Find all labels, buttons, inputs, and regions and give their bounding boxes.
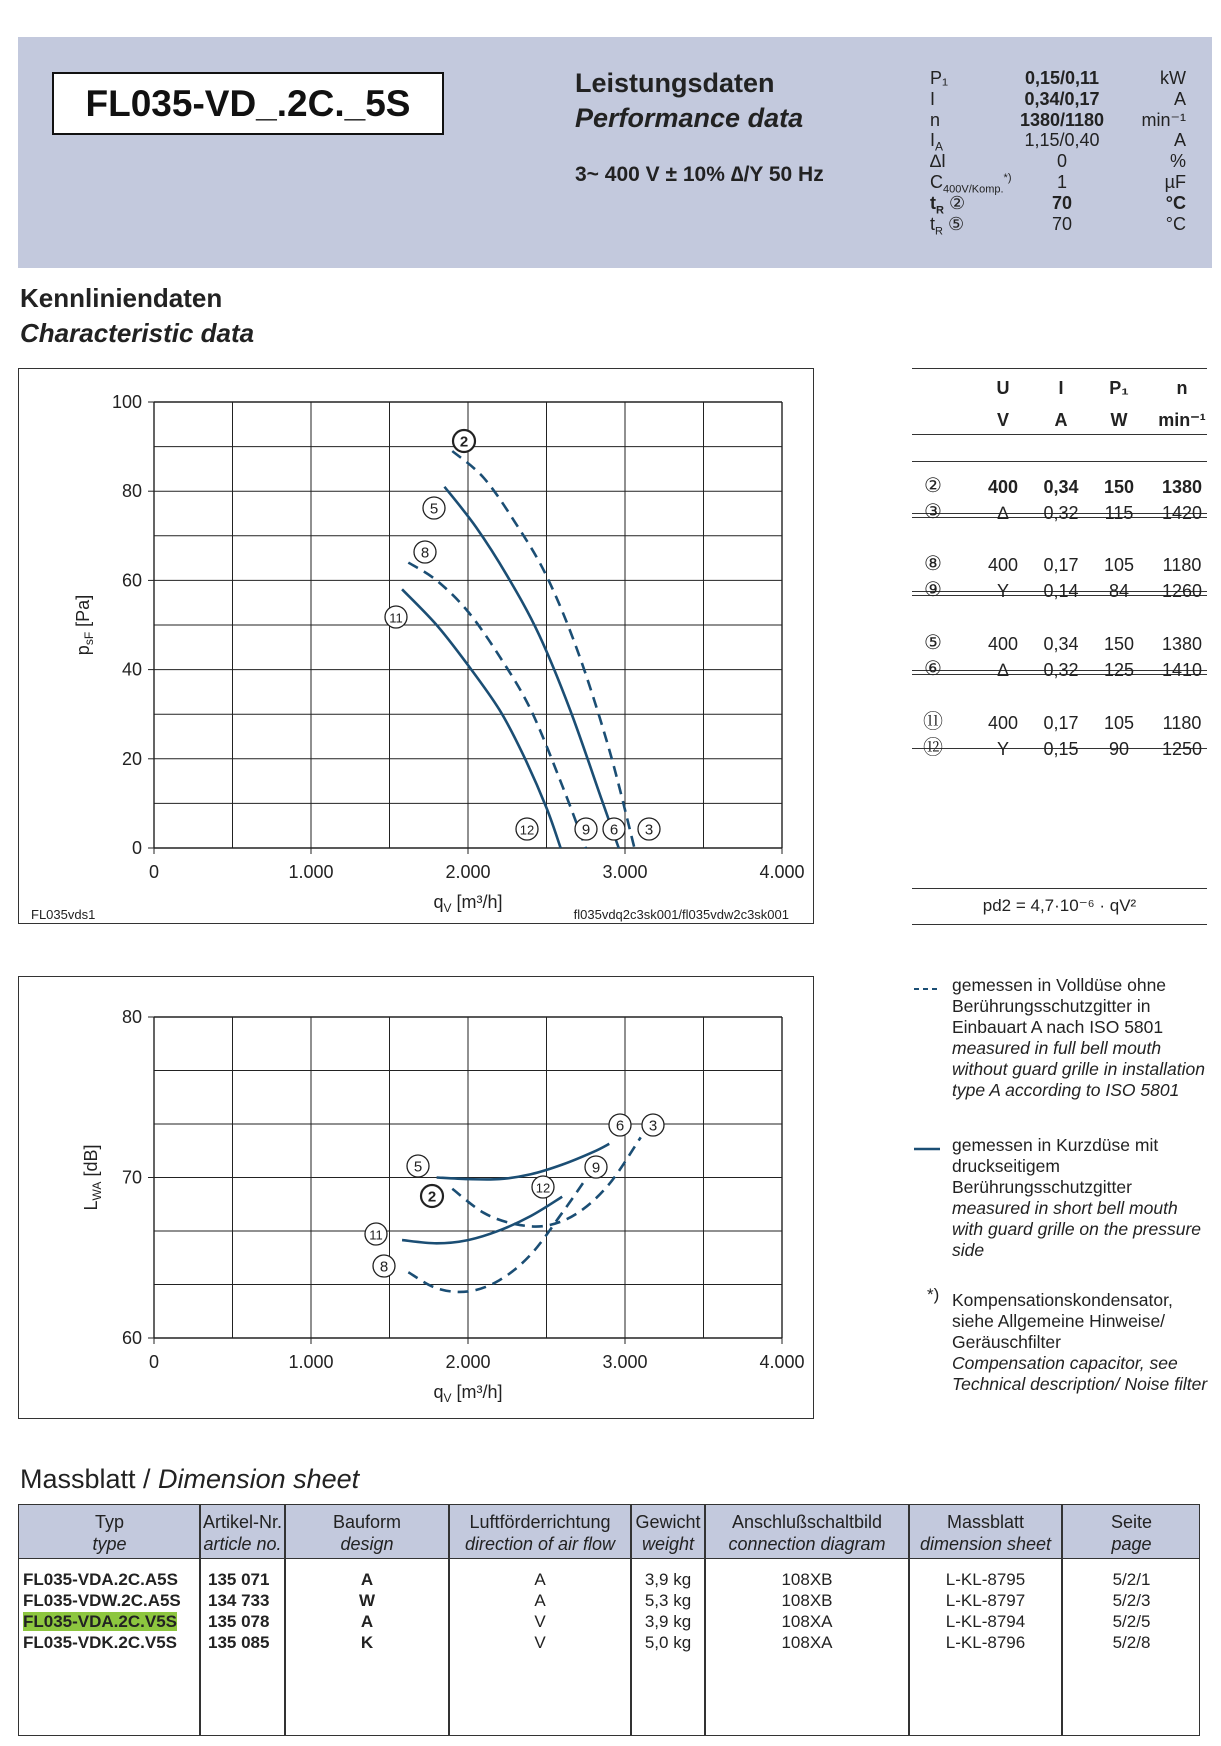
dim-cell-mass: L-KL-8796: [945, 1633, 1026, 1652]
operating-point-label: ⑫: [923, 737, 943, 759]
table-cell: 1420: [1161, 503, 1203, 523]
dim-header-cell: [285, 1511, 449, 1555]
spec-row: [930, 192, 1186, 217]
curve-marker-label: 6: [609, 821, 619, 839]
table-cell: 0,17: [1043, 713, 1079, 733]
curve-marker-label: 2: [427, 1188, 437, 1206]
x-tick-label: 2.000: [445, 1352, 491, 1372]
spec-row: [930, 213, 1186, 238]
spec-value: 1: [1056, 172, 1067, 192]
table-cell: 1410: [1161, 660, 1203, 680]
x-axis-label: $q_V$ [m³/h]: [433, 892, 503, 915]
dim-cell-ans: 108XB: [781, 1591, 833, 1610]
dim-cell-seite: 5/2/5: [1112, 1612, 1151, 1631]
spec-symbol: I: [930, 88, 936, 109]
table-cell: 105: [1103, 555, 1135, 575]
y-tick-label: 60: [121, 570, 142, 591]
curve-marker: [453, 430, 475, 452]
dimension-table: [18, 1504, 1200, 1736]
spec-symbol: P₁: [930, 68, 949, 88]
dim-header-en: weight: [641, 1534, 695, 1554]
curve-marker-label: 2: [459, 433, 469, 451]
x-axis-label: $q_V$ [m³/h]: [433, 1382, 503, 1405]
dim-cell-luft: V: [534, 1612, 546, 1631]
dimension-title: [20, 1464, 359, 1495]
table-col-rule: [199, 1505, 201, 1735]
table-cell: 0,17: [1043, 555, 1079, 575]
table-cell: 84: [1108, 581, 1130, 601]
table-cell: 400: [987, 555, 1019, 575]
dim-type-text: FL035-VDA.2C.A5S: [23, 1570, 178, 1589]
spec-value: 0,34/0,17: [1024, 88, 1100, 109]
legend-dashed-de: gemessen in Volldüse ohne Berührungsschutzgitter in Einbauart A nach ISO 5801: [952, 975, 1167, 1037]
dim-header-cell: [200, 1511, 285, 1555]
curve-marker: [638, 818, 660, 840]
curve-marker: [373, 1255, 395, 1277]
curve-marker: [414, 541, 436, 563]
dim-cell-gew: 3,9 kg: [644, 1612, 692, 1631]
table-cell: 125: [1103, 660, 1135, 680]
dim-cell-art: 135 085: [208, 1633, 270, 1652]
x-tick-label: 1.000: [288, 862, 334, 882]
dim-header-en: type: [92, 1534, 127, 1554]
curve-marker: [421, 1185, 443, 1207]
table-cell: ∆: [997, 503, 1009, 523]
x-tick-label: 1.000: [288, 1352, 334, 1372]
table-cell: 105: [1103, 713, 1135, 733]
table-cell: 400: [987, 713, 1019, 733]
dim-header-en: direction of air flow: [464, 1534, 616, 1554]
y-axis-label: $p_{sF}$ [Pa]: [73, 594, 96, 656]
dim-cell-art: 134 733: [208, 1591, 270, 1610]
x-tick-label: 0: [148, 1352, 160, 1372]
dim-cell-bau: K: [360, 1633, 374, 1652]
dim-header-de: Luftförderrichtung: [469, 1512, 611, 1532]
dimension-title-en: Dimension sheet: [158, 1464, 360, 1494]
operating-point-label: ⑨: [924, 579, 942, 601]
y-tick-label: 80: [121, 1007, 142, 1027]
curve-marker-label: 3: [648, 1117, 658, 1135]
legend-dashed-en: measured in full bell mouth without guard grille in installation type A according to ISO 5801: [952, 1038, 1205, 1100]
operating-point-label: ⑪: [923, 711, 943, 733]
spec-row: [930, 110, 1186, 131]
spec-row: [930, 172, 1186, 196]
spec-symbol: $t_R$ ②: [930, 192, 966, 217]
table-unit-cell: min⁻¹: [1158, 410, 1206, 430]
dim-header-de: Typ: [94, 1512, 124, 1532]
table-header-cell: U: [996, 378, 1010, 398]
curve-2: [452, 451, 634, 848]
table-rule: [912, 434, 1207, 435]
legend-solid-en: measured in short bell mouth with guard grille on the pressure side: [952, 1198, 1202, 1260]
dim-cell-gew: 3,9 kg: [644, 1570, 692, 1589]
dashed-line-legend-icon: [912, 984, 942, 994]
dim-cell-art: 135 071: [208, 1570, 270, 1589]
dim-cell-typ: [23, 1611, 196, 1632]
dim-type-text: FL035-VDW.2C.A5S: [23, 1591, 181, 1610]
spec-unit: %: [1169, 151, 1186, 172]
table-cell: 1250: [1161, 739, 1203, 759]
table-unit-cell: V: [996, 410, 1009, 430]
perf-title-en: Performance data: [575, 103, 804, 133]
spec-value: 1380/1180: [1019, 109, 1105, 130]
spec-unit: A: [1173, 130, 1186, 151]
spec-value: 0: [1056, 151, 1067, 172]
curve-marker-label: 11: [389, 610, 403, 626]
dim-header-cell: [1062, 1511, 1201, 1555]
dim-header-de: Seite: [1110, 1512, 1153, 1532]
noise-chart-frame: [18, 976, 814, 1419]
spec-value: 0,15/0,11: [1024, 68, 1100, 88]
legend-note: [952, 1290, 1212, 1395]
legend-note-en: Compensation capacitor, see Technical description/ Noise filter: [952, 1353, 1208, 1394]
curve-marker-label: 9: [581, 821, 591, 839]
dim-cell-mass: L-KL-8795: [945, 1570, 1026, 1589]
spec-symbol: $t_R$ ⑤: [930, 213, 965, 238]
noise-chart: [19, 977, 815, 1420]
operating-point-label: ⑧: [924, 553, 942, 575]
dim-header-cell: [19, 1511, 200, 1555]
curve-marker: [516, 818, 538, 840]
pressure-chart-frame: [18, 368, 814, 924]
curve-marker: [585, 1156, 607, 1178]
spec-symbol: $C_{400V/Komp.}^{*)}$: [930, 172, 1012, 196]
curve-marker: [609, 1114, 631, 1136]
table-cell: 0,34: [1043, 634, 1079, 654]
x-tick-label: 2.000: [445, 862, 491, 882]
spec-row: [930, 68, 1186, 89]
spec-symbol: $I_A$: [930, 130, 944, 154]
section-title-de: Kennliniendaten: [20, 283, 223, 313]
spec-value: 1,15/0,40: [1024, 130, 1100, 151]
curve-marker-label: 6: [615, 1117, 625, 1135]
dim-header-de: Anschlußschaltbild: [731, 1512, 883, 1532]
spec-row: [930, 89, 1186, 110]
dim-cell-seite: 5/2/3: [1112, 1591, 1151, 1610]
spec-unit: °C: [1165, 192, 1186, 213]
dim-cell-ans: 108XA: [781, 1612, 833, 1631]
curve-marker-label: 5: [413, 1158, 423, 1176]
chart-footer-right: fl035vdq2c3sk001/fl035vdw2c3sk001: [573, 907, 789, 922]
dim-cell-typ: [23, 1632, 196, 1653]
curve-marker: [532, 1176, 554, 1198]
table-cell: 150: [1103, 634, 1135, 654]
section-title-en: Characteristic data: [20, 318, 255, 348]
table-cell: 90: [1108, 739, 1130, 759]
table-cell: 150: [1103, 477, 1135, 497]
curve-marker: [407, 1155, 429, 1177]
curve-marker: [642, 1114, 664, 1136]
dim-cell-mass: L-KL-8794: [945, 1612, 1026, 1631]
curve-marker-label: 9: [591, 1159, 601, 1177]
pressure-formula: pd2 = 4,7·10⁻⁶ · qV²: [982, 896, 1137, 915]
dim-cell-luft: V: [534, 1633, 546, 1652]
dim-cell-mass: L-KL-8797: [945, 1591, 1026, 1610]
table-cell: 400: [987, 634, 1019, 654]
curve-marker-label: 12: [519, 822, 535, 838]
chart-footer-left: FL035vds1: [31, 907, 96, 922]
operating-point-label: ⑤: [924, 632, 942, 654]
dim-type-text: FL035-VDK.2C.V5S: [23, 1633, 177, 1652]
curve-marker: [575, 818, 597, 840]
x-tick-label: 0: [148, 862, 160, 882]
curve-marker: [365, 1223, 387, 1245]
y-tick-label: 20: [121, 748, 142, 769]
table-unit-cell: W: [1110, 410, 1128, 430]
table-cell: Y: [996, 581, 1009, 601]
dim-header-de: Bauform: [332, 1512, 402, 1532]
dim-cell-typ: [23, 1590, 196, 1611]
dimension-table-header: [19, 1505, 1199, 1559]
table-cell: 0,32: [1043, 503, 1079, 523]
y-tick-label: 100: [111, 392, 142, 412]
dim-cell-gew: 5,0 kg: [644, 1633, 692, 1652]
spec-unit: kW: [1160, 68, 1186, 88]
table-unit-cell: A: [1054, 410, 1068, 430]
table-cell: 1380: [1161, 634, 1203, 654]
curve-marker-label: 11: [369, 1227, 383, 1243]
dim-cell-luft: A: [534, 1570, 546, 1589]
table-rule: [912, 461, 1207, 462]
dim-cell-bau: A: [360, 1570, 374, 1589]
spec-symbol: n: [930, 109, 941, 130]
spec-row: [930, 130, 1186, 154]
x-tick-label: 3.000: [602, 1352, 648, 1372]
dim-cell-bau: W: [358, 1591, 376, 1610]
dim-header-de: Massblatt: [946, 1512, 1025, 1532]
table-rule: [912, 368, 1207, 369]
dim-header-cell: [631, 1511, 705, 1555]
dim-type-text: FL035-VDA.2C.V5S: [23, 1612, 177, 1631]
legend-solid: [952, 1135, 1212, 1261]
table-cell: 1260: [1161, 581, 1203, 601]
dim-header-en: article no.: [203, 1534, 282, 1554]
y-tick-label: 70: [121, 1167, 142, 1188]
dim-header-de: Gewicht: [635, 1512, 701, 1532]
curve-marker: [423, 497, 445, 519]
pressure-chart: [19, 369, 815, 925]
spec-unit: A: [1173, 88, 1186, 109]
operating-point-label: ②: [924, 475, 942, 497]
curve-marker-label: 12: [535, 1180, 551, 1196]
curve-5-6: [437, 1144, 610, 1180]
table-cell: 0,15: [1043, 739, 1079, 759]
perf-title-de: Leistungsdaten: [575, 68, 775, 98]
dim-cell-ans: 108XB: [781, 1570, 833, 1589]
spec-symbol: ∆I: [930, 151, 947, 172]
model-title: FL035-VD_.2C._5S: [52, 72, 444, 135]
table-cell: ∆: [997, 660, 1009, 680]
dim-header-cell: [449, 1511, 631, 1555]
curve-marker: [603, 818, 625, 840]
voltage-spec: 3~ 400 V ± 10% ∆/Y 50 Hz: [575, 163, 824, 186]
table-cell: Y: [996, 739, 1009, 759]
dim-header-cell: [705, 1511, 909, 1555]
spec-row: [930, 151, 1186, 172]
y-axis-label: $L_{WA}$ [dB]: [81, 1144, 104, 1211]
curve-marker-label: 3: [644, 821, 654, 839]
dim-cell-seite: 5/2/8: [1112, 1633, 1151, 1652]
table-cell: 115: [1104, 503, 1134, 523]
note-mark: *): [927, 1285, 940, 1304]
spec-value: 70: [1051, 192, 1073, 213]
table-cell: 1180: [1162, 555, 1202, 575]
spec-unit: min⁻¹: [1141, 109, 1186, 130]
table-cell: 400: [987, 477, 1019, 497]
dim-cell-ans: 108XA: [781, 1633, 833, 1652]
curve-marker: [385, 606, 407, 628]
dim-header-en: dimension sheet: [919, 1534, 1052, 1554]
table-cell: 1380: [1161, 477, 1203, 497]
legend-solid-de: gemessen in Kurzdüse mit druckseitigem Berührungsschutzgitter: [952, 1135, 1159, 1197]
curve-marker-label: 5: [429, 500, 439, 518]
curve-marker-label: 8: [420, 544, 430, 562]
dim-cell-gew: 5,3 kg: [644, 1591, 692, 1610]
x-tick-label: 4.000: [759, 862, 805, 882]
dim-cell-seite: 5/2/1: [1112, 1570, 1151, 1589]
x-tick-label: 3.000: [602, 862, 648, 882]
y-tick-label: 40: [121, 659, 142, 680]
dim-header-en: page: [1111, 1534, 1152, 1554]
table-cell: 0,14: [1043, 581, 1079, 601]
dim-cell-luft: A: [534, 1591, 546, 1610]
dim-cell-bau: A: [360, 1612, 374, 1631]
dim-cell-typ: [23, 1569, 196, 1590]
x-tick-label: 4.000: [759, 1352, 805, 1372]
curve-marker-label: 8: [379, 1258, 389, 1276]
spec-unit: µF: [1164, 172, 1186, 192]
table-cell: 1180: [1162, 713, 1202, 733]
dimension-title-de: Massblatt /: [20, 1464, 159, 1494]
dim-header-de: Artikel-Nr.: [202, 1512, 282, 1532]
spec-unit: °C: [1165, 213, 1186, 234]
table-header-cell: P₁: [1109, 378, 1129, 398]
dim-cell-art: 135 078: [208, 1612, 270, 1631]
table-rule: [912, 888, 1207, 889]
operating-point-label: ③: [924, 501, 942, 523]
legend-dashed: [952, 975, 1212, 1101]
y-tick-label: 0: [131, 838, 142, 858]
table-header-cell: I: [1058, 378, 1064, 398]
dim-header-en: connection diagram: [728, 1534, 886, 1554]
table-cell: 0,32: [1043, 660, 1079, 680]
spec-value: 70: [1051, 213, 1073, 234]
dim-header-cell: [909, 1511, 1062, 1555]
operating-point-label: ⑥: [924, 658, 942, 680]
y-tick-label: 80: [121, 481, 142, 502]
legend-note-de: Kompensationskondensator, siehe Allgemeine Hinweise/ Geräuschfilter: [952, 1290, 1173, 1352]
table-rule: [912, 924, 1207, 925]
y-tick-label: 60: [121, 1328, 142, 1348]
dim-header-en: design: [340, 1534, 394, 1554]
table-header-cell: n: [1176, 378, 1188, 398]
table-cell: 0,34: [1043, 477, 1079, 497]
solid-line-legend-icon: [912, 1144, 942, 1154]
